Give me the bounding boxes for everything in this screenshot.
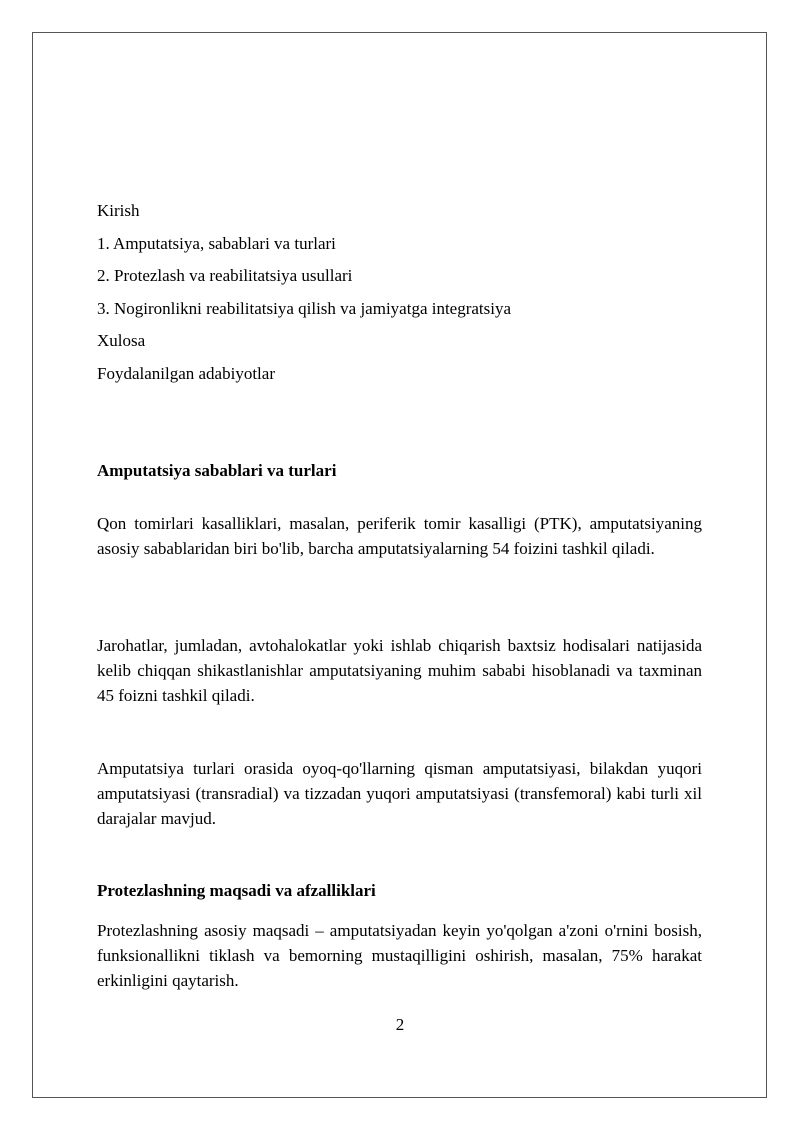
toc-item-intro: Kirish	[97, 201, 140, 220]
paragraph-vascular-causes: Qon tomirlari kasalliklari, masalan, periferik tomir kasalligi (PTK), amputatsiyaning asosiy sabablaridan biri bo'lib, barcha amputatsiyalarning 54 foizini tashkil qiladi.	[97, 514, 702, 558]
toc-item-3: 3. Nogironlikni reabilitatsiya qilish va jamiyatga integratsiya	[97, 298, 512, 318]
section-heading-causes: Amputatsiya sabablari va turlari	[97, 461, 337, 480]
paragraph-prosthetics-goal: Protezlashning asosiy maqsadi – amputatsiyadan keyin yo'qolgan a'zoni o'rnini bosish, funksionallikni tiklash va bemorning mustaqilligini oshirish, masalan, 75% harakat erkinligini qaytarish.	[97, 921, 702, 990]
toc-item-conclusion: Xulosa	[97, 331, 146, 351]
toc-item-2: 2. Protezlash va reabilitatsiya usullari	[97, 266, 353, 286]
paragraph-trauma-causes: Jarohatlar, jumladan, avtohalokatlar yoki ishlab chiqarish baxtsiz hodisalari natijasida kelib chiqqan shikastlanishlar amputatsiyaning muhim sababi hisoblanadi va taxminan 45 foizni tashkil qiladi.	[97, 636, 702, 705]
toc-item-1: 1. Amputatsiya, sabablari va turlari	[97, 233, 336, 253]
page-number: 2	[395, 1015, 405, 1034]
paragraph-amputation-types: Amputatsiya turlari orasida oyoq-qo'llarning qisman amputatsiyasi, bilakdan yuqori amputatsiyasi (transradial) va tizzadan yuqori amputatsiyasi (transfemoral) kabi turli xil darajalar mavjud.	[97, 759, 702, 828]
section-heading-prosthetics: Protezlashning maqsadi va afzalliklari	[97, 881, 376, 900]
toc-item-references: Foydalanilgan adabiyotlar	[97, 363, 275, 383]
table-of-contents	[97, 200, 702, 396]
